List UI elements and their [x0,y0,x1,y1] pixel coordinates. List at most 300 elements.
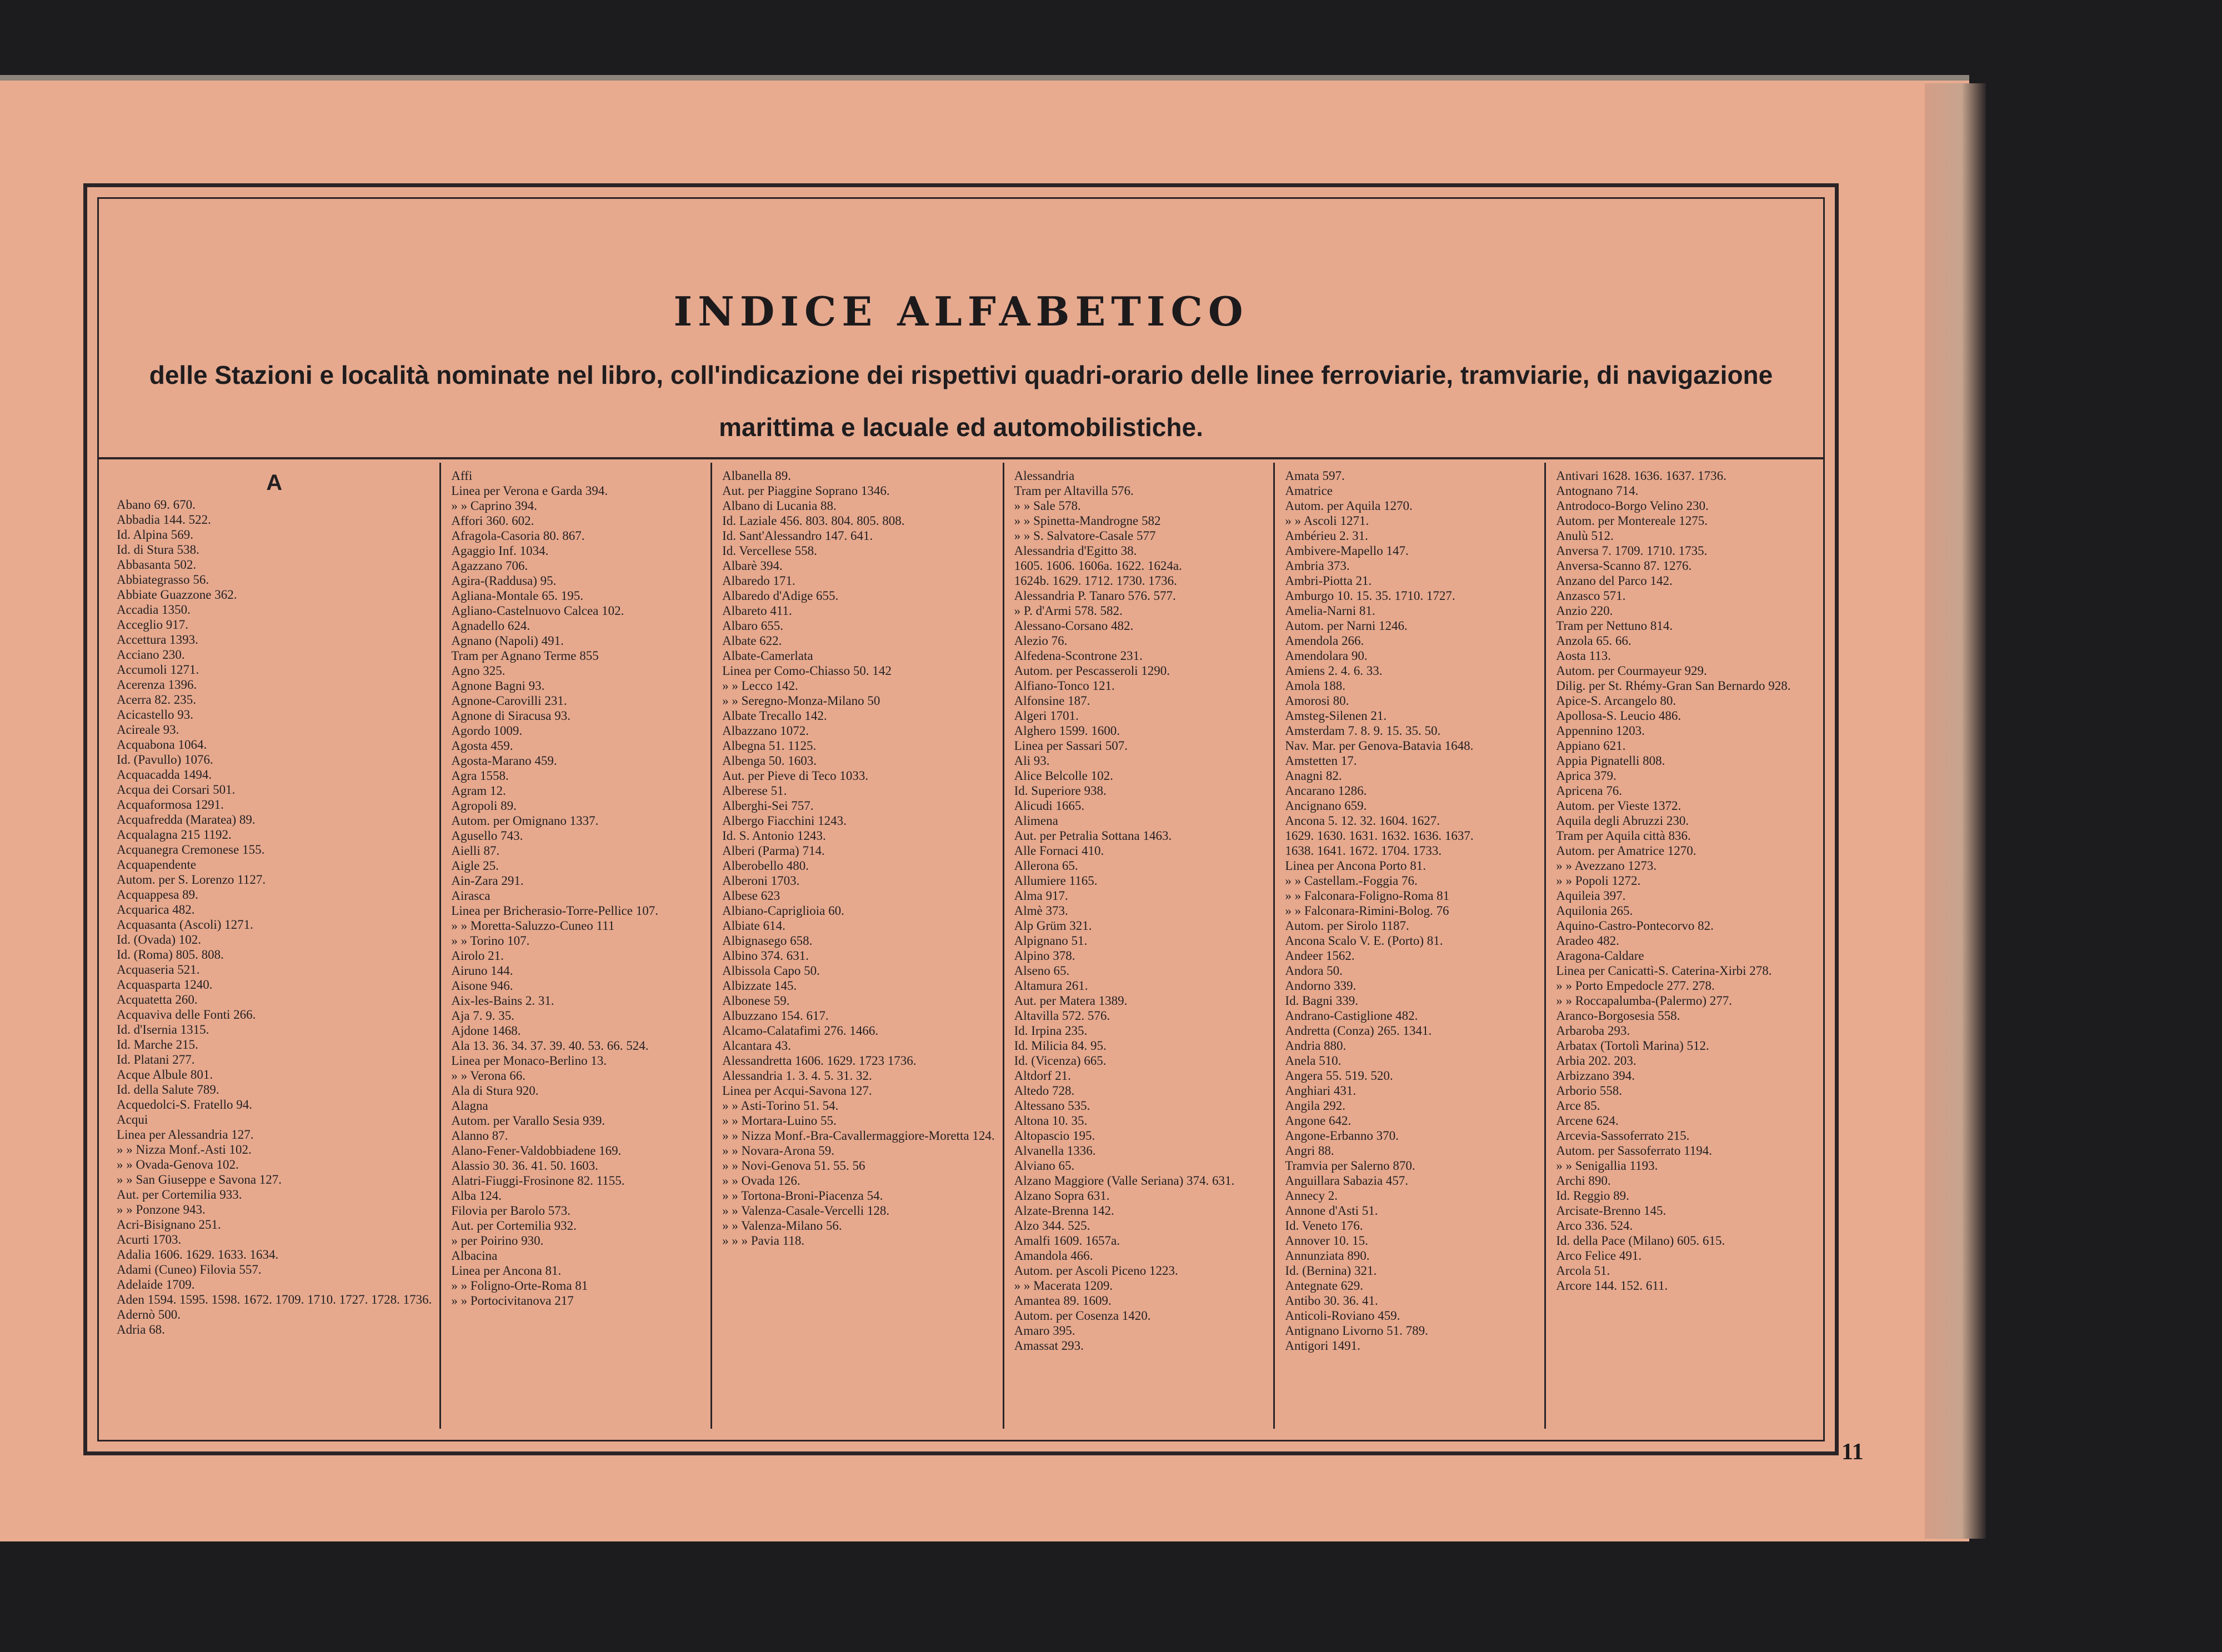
index-entry: Amandola 466. [1014,1249,1093,1263]
index-entry: » » Popoli 1272. [1556,874,1641,888]
index-entry: Antrodoco-Borgo Velino 230. [1556,499,1709,513]
index-entry: 1629. 1630. 1631. 1632. 1636. 1637. [1285,829,1474,843]
index-entry: » » Foligno-Orte-Roma 81 [451,1279,588,1293]
index-entry: Agosta 459. [451,739,513,753]
index-entry: Agliano-Castelnuovo Calcea 102. [451,604,624,618]
index-entry: Linea per Verona e Garda 394. [451,484,608,498]
index-entry: » » Ponzone 943. [117,1203,206,1217]
index-entry: Acqui [117,1113,148,1127]
index-entry: Amendola 266. [1285,634,1364,648]
index-entry: Anticoli-Roviano 459. [1285,1309,1400,1323]
index-entry: Aprica 379. [1556,769,1617,783]
index-entry: Appia Pignatelli 808. [1556,754,1665,768]
index-entry: Autom. per Cosenza 1420. [1014,1309,1151,1323]
index-entry: Abbadia 144. 522. [117,513,211,527]
index-entry: Accettura 1393. [117,633,198,647]
index-entry: Autom. per Sassoferrato 1194. [1556,1144,1713,1158]
index-entry: Albergo Fiacchini 1243. [722,814,847,828]
index-entry: Id. Marche 215. [117,1038,198,1052]
index-entry: » » Macerata 1209. [1014,1279,1113,1293]
index-entry: Alpino 378. [1014,949,1075,963]
index-entry: Adernò 500. [117,1308,181,1321]
index-entry: Tram per Altavilla 576. [1014,484,1134,498]
index-entry: Autom. per Omignano 1337. [451,814,599,828]
index-entry: Acqua dei Corsari 501. [117,783,236,797]
index-entry: Autom. per Montereale 1275. [1556,514,1708,528]
index-entry: Andora 50. [1285,964,1343,978]
index-columns [107,463,1815,1429]
index-entry: » » S. Salvatore-Casale 577 [1014,529,1156,543]
index-entry: Agosta-Marano 459. [451,754,557,768]
index-entry: Aja 7. 9. 35. [451,1009,515,1023]
index-entry: Amsteg-Silenen 21. [1285,709,1387,723]
index-entry: Acicastello 93. [117,708,193,722]
index-entry: Albino 374. 631. [722,949,809,963]
index-entry: Linea per Ancona 81. [451,1264,562,1278]
index-entry: » » Novi-Genova 51. 55. 56 [722,1159,865,1173]
index-entry: Tram per Aquila città 836. [1556,829,1691,843]
index-entry: Agnone-Carovilli 231. [451,694,567,708]
index-entry: Filovia per Barolo 573. [451,1204,570,1218]
index-entry: Apollosa-S. Leucio 486. [1556,709,1681,723]
index-entry: Id. (Pavullo) 1076. [117,753,213,767]
index-entry: Acurti 1703. [117,1233,182,1246]
index-entry: » » Moretta-Saluzzo-Cuneo 111 [451,919,615,933]
index-entry: Altona 10. 35. [1014,1114,1088,1128]
index-entry: Allerona 65. [1014,859,1078,873]
index-entry: Acquaseria 521. [117,963,200,977]
index-entry: Amata 597. [1285,469,1345,483]
index-entry: Adami (Cuneo) Filovia 557. [117,1263,262,1276]
index-entry: Id. Sant'Alessandro 147. 641. [722,529,873,543]
index-entry: Alfonsine 187. [1014,694,1090,708]
index-entry: Alghero 1599. 1600. [1014,724,1120,738]
index-entry: Dilig. per St. Rhémy-Gran San Bernardo 928. [1556,679,1791,693]
index-entry: Arbatax (Tortolì Marina) 512. [1556,1039,1709,1053]
index-entry: Acceglio 917. [117,618,189,632]
index-entry: Autom. per S. Lorenzo 1127. [117,873,266,887]
index-entry: » » Avezzano 1273. [1556,859,1657,873]
index-entry: Albareto 411. [722,604,792,618]
index-entry: Amendolara 90. [1285,649,1368,663]
index-entry: Alberi (Parma) 714. [722,844,825,858]
index-entry: Amola 188. [1285,679,1346,693]
index-entry: Aisone 946. [451,979,513,993]
index-entry: Albaro 655. [722,619,783,633]
index-entry: Autom. per Pescasseroli 1290. [1014,664,1170,678]
index-entry: Alessandria [1014,469,1075,483]
index-entry: » » Nizza Monf.-Asti 102. [117,1143,252,1157]
index-entry: Arcene 624. [1556,1114,1619,1128]
index-entry: Alzano Maggiore (Valle Seriana) 374. 631. [1014,1174,1235,1188]
index-entry: Ancona 5. 12. 32. 1604. 1627. [1285,814,1440,828]
index-entry: Adelaide 1709. [117,1278,195,1291]
index-entry: Id. Superiore 938. [1014,784,1107,798]
index-entry: Arbia 202. 203. [1556,1054,1637,1068]
index-entry: Altamura 261. [1014,979,1088,993]
index-entry: Arco 336. 524. [1556,1219,1633,1233]
index-entry: Ala 13. 36. 34. 37. 39. 40. 53. 66. 524. [451,1039,649,1053]
index-entry: » » Ovada-Genova 102. [117,1158,239,1172]
index-entry: Acquaviva delle Fonti 266. [117,1008,256,1022]
index-entry: Id. S. Antonio 1243. [722,829,826,843]
index-entry: » » Ascoli 1271. [1285,514,1369,528]
index-entry: Arbaroba 293. [1556,1024,1630,1038]
index-entry: Algeri 1701. [1014,709,1079,723]
index-entry: Acquabona 1064. [117,738,207,752]
index-entry: Albano di Lucania 88. [722,499,837,513]
index-entry: Acquaformosa 1291. [117,798,224,812]
index-entry: Alimena [1014,814,1058,828]
index-entry: Albarè 394. [722,559,783,573]
index-entry: Andria 880. [1285,1039,1347,1053]
index-entry: Acquafredda (Maratea) 89. [117,813,256,827]
index-entry: Aut. per Petralia Sottana 1463. [1014,829,1172,843]
index-entry: Albissola Capo 50. [722,964,820,978]
index-entry: » » Castellam.-Foggia 76. [1285,874,1418,888]
index-entry: Alfedena-Scontrone 231. [1014,649,1143,663]
index-entry: Alanno 87. [451,1129,508,1143]
index-entry: Aquilonia 265. [1556,904,1633,918]
section-letter: A [266,470,283,495]
index-entry: Afragola-Casoria 80. 867. [451,529,585,543]
index-entry: Angone-Erbanno 370. [1285,1129,1399,1143]
index-entry: Alcamo-Calatafimi 276. 1466. [722,1024,879,1038]
index-entry: Autom. per Vieste 1372. [1556,799,1681,813]
index-entry: Albonese 59. [722,994,790,1008]
index-entry: Anzio 220. [1556,604,1613,618]
index-entry: Antognano 714. [1556,484,1639,498]
index-entry: Autom. per Varallo Sesia 939. [451,1114,605,1128]
index-entry: Amantea 89. 1609. [1014,1294,1112,1308]
index-entry: Arco Felice 491. [1556,1249,1642,1263]
index-entry: Amassat 293. [1014,1339,1084,1353]
index-entry: Abbasanta 502. [117,558,197,572]
index-entry: Albazzano 1072. [722,724,809,738]
index-entry: Aden 1594. 1595. 1598. 1672. 1709. 1710. 1727. 1728. 1736. [117,1293,432,1306]
index-entry: » » San Giuseppe e Savona 127. [117,1173,282,1187]
index-entry: Antignano Livorno 51. 789. [1285,1324,1428,1338]
index-entry: Alberobello 480. [722,859,809,873]
index-entry: Aosta 113. [1556,649,1612,663]
index-entry: Altdorf 21. [1014,1069,1071,1083]
index-entry: Ambivere-Mapello 147. [1285,544,1409,558]
index-entry: Linea per Sassari 507. [1014,739,1128,753]
index-entry: Alice Belcolle 102. [1014,769,1113,783]
index-entry: Id. (Roma) 805. 808. [117,948,224,962]
index-entry: » » Senigallia 1193. [1556,1159,1658,1173]
index-entry: Amaro 395. [1014,1324,1075,1338]
index-entry: Arcisate-Brenno 145. [1556,1204,1666,1218]
index-entry: Id. della Salute 789. [117,1083,219,1097]
index-entry: Arcevia-Sassoferrato 215. [1556,1129,1690,1143]
index-entry: Ain-Zara 291. [451,874,524,888]
index-entry: Acerra 82. 235. [117,693,197,707]
index-entry: Amelia-Narni 81. [1285,604,1375,618]
index-entry: » » Portocivitanova 217 [451,1294,574,1308]
index-entry: » » Falconara-Foligno-Roma 81 [1285,889,1450,903]
index-entry: 1605. 1606. 1606a. 1622. 1624a. [1014,559,1182,573]
index-entry: Acquarica 482. [117,903,195,917]
index-entry: Anghiari 431. [1285,1084,1357,1098]
index-entry: Alba 124. [451,1189,502,1203]
index-entry: Autom. per Amatrice 1270. [1556,844,1696,858]
index-entry: Tramvia per Salerno 870. [1285,1159,1415,1173]
index-entry: Anzola 65. 66. [1556,634,1632,648]
index-entry: Antibo 30. 36. 41. [1285,1294,1378,1308]
index-entry: Amatrice [1285,484,1333,498]
index-entry: Id. Bagni 339. [1285,994,1359,1008]
index-entry: Accadia 1350. [117,603,191,617]
index-entry: Albizzate 145. [722,979,797,993]
index-entry: Amburgo 10. 15. 35. 1710. 1727. [1285,589,1455,603]
index-entry: Alle Fornaci 410. [1014,844,1104,858]
index-entry: Acquacadda 1494. [117,768,212,782]
index-entry: Aut. per Matera 1389. [1014,994,1128,1008]
index-entry: Ambria 373. [1285,559,1350,573]
index-entry: Appennino 1203. [1556,724,1645,738]
index-entry: Agram 12. [451,784,506,798]
index-entry: Autom. per Sirolo 1187. [1285,919,1409,933]
index-entry: Albese 623 [722,889,780,903]
index-entry: » » Seregno-Monza-Milano 50 [722,694,880,708]
index-entry: Alzo 344. 525. [1014,1219,1090,1233]
index-entry: Agliana-Montale 65. 195. [451,589,583,603]
index-entry: » » Ovada 126. [722,1174,800,1188]
index-entry: » » Falconara-Rimini-Bolog. 76 [1285,904,1449,918]
index-entry: Linea per Bricherasio-Torre-Pellice 107. [451,904,658,918]
index-entry: Affori 360. 602. [451,514,534,528]
index-entry: Alessandria P. Tanaro 576. 577. [1014,589,1176,603]
index-entry: Aix-les-Bains 2. 31. [451,994,554,1008]
index-entry: Alzano Sopra 631. [1014,1189,1110,1203]
index-entry: Albignasego 658. [722,934,813,948]
index-entry: Amstetten 17. [1285,754,1357,768]
index-entry: Anzasco 571. [1556,589,1626,603]
index-entry: Tram per Agnano Terme 855 [451,649,599,663]
index-entry: Angera 55. 519. 520. [1285,1069,1393,1083]
index-column-6 [1546,463,1815,1429]
index-entry: Agaggio Inf. 1034. [451,544,549,558]
index-entry: Albacina [451,1249,498,1263]
index-entry: Agno 325. [451,664,506,678]
index-entry: Anela 510. [1285,1054,1342,1068]
index-entry: Angila 292. [1285,1099,1346,1113]
index-entry: Id. Alpina 569. [117,528,193,542]
index-entry: Acquasparta 1240. [117,978,213,992]
index-entry: Acerenza 1396. [117,678,197,692]
index-entry: Ambérieu 2. 31. [1285,529,1368,543]
index-entry: Andrano-Castiglione 482. [1285,1009,1418,1023]
index-entry: Albanella 89. [722,469,792,483]
index-entry: Linea per Ancona Porto 81. [1285,859,1426,873]
index-entry: Anguillara Sabazia 457. [1285,1174,1409,1188]
index-entry: Almè 373. [1014,904,1068,918]
index-entry: Albiano-Capriglioia 60. [722,904,844,918]
index-entry: » » Verona 66. [451,1069,526,1083]
index-entry: Aut. per Piaggine Soprano 1346. [722,484,890,498]
index-entry: Id. Vercellese 558. [722,544,817,558]
index-entry: Agra 1558. [451,769,509,783]
index-entry: Apice-S. Arcangelo 80. [1556,694,1676,708]
index-entry: Altopascio 195. [1014,1129,1095,1143]
index-entry: Aquileia 397. [1556,889,1626,903]
index-entry: » » Novara-Arona 59. [722,1144,834,1158]
index-entry: Albenga 50. 1603. [722,754,817,768]
index-entry: Angone 642. [1285,1114,1352,1128]
index-entry: » » Roccapalumba-(Palermo) 277. [1556,994,1733,1008]
index-entry: Amorosi 80. [1285,694,1349,708]
index-entry: Anagni 82. [1285,769,1342,783]
index-entry: » » Valenza-Casale-Vercelli 128. [722,1204,890,1218]
index-entry: Agnone di Siracusa 93. [451,709,570,723]
index-entry: Albate Trecallo 142. [722,709,827,723]
index-entry: Adalia 1606. 1629. 1633. 1634. [117,1248,279,1261]
index-entry: Antegnate 629. [1285,1279,1363,1293]
index-entry: Alberese 51. [722,784,787,798]
index-entry: Anulù 512. [1556,529,1614,543]
header-rule [99,457,1823,459]
index-entry: Id. Irpina 235. [1014,1024,1088,1038]
index-entry: » » » Pavia 118. [722,1234,805,1248]
index-entry: Albuzzano 154. 617. [722,1009,829,1023]
index-entry: Id. d'Isernia 1315. [117,1023,209,1037]
index-entry: Ajdone 1468. [451,1024,521,1038]
index-entry: Ancignano 659. [1285,799,1367,813]
index-entry: Abbiategrasso 56. [117,573,209,587]
index-entry: Agnano (Napoli) 491. [451,634,564,648]
index-entry: Adria 68. [117,1323,165,1336]
index-entry: Linea per Canicattì-S. Caterina-Xirbi 278. [1556,964,1772,978]
index-entry: Autom. per Narni 1246. [1285,619,1408,633]
index-entry: Altessano 535. [1014,1099,1090,1113]
index-entry: Acireale 93. [117,723,179,737]
index-entry: Andeer 1562. [1285,949,1355,963]
index-entry: Alessandretta 1606. 1629. 1723 1736. [722,1054,917,1068]
index-entry: Annunziata 890. [1285,1249,1370,1263]
index-entry: Arcore 144. 152. 611. [1556,1279,1668,1293]
index-entry: » » Caprino 394. [451,499,537,513]
index-entry: » » Spinetta-Mandrogne 582 [1014,514,1161,528]
index-entry: Altedo 728. [1014,1084,1075,1098]
index-column-5 [1275,463,1546,1429]
page-title: INDICE ALFABETICO [673,288,1249,335]
index-entry: Ancarano 1286. [1285,784,1367,798]
index-entry: Arcola 51. [1556,1264,1610,1278]
index-entry: Anversa-Scanno 87. 1276. [1556,559,1692,573]
index-entry: Annover 10. 15. [1285,1234,1368,1248]
index-entry: Alcantara 43. [722,1039,792,1053]
index-entry: Aielli 87. [451,844,500,858]
index-entry: Albaredo 171. [722,574,795,588]
index-entry: Acquedolci-S. Fratello 94. [117,1098,253,1112]
index-entry: Aut. per Pieve di Teco 1033. [722,769,869,783]
index-entry: Aut. per Cortemilia 933. [117,1188,242,1202]
index-entry: » » Valenza-Milano 56. [722,1219,842,1233]
index-entry: Alviano 65. [1014,1159,1075,1173]
index-entry: Acqualagna 215 1192. [117,828,232,842]
index-entry: Id. (Ovada) 102. [117,933,202,947]
page-number: 11 [1841,1439,1864,1465]
page-subtitle: delle Stazioni e località nominate nel libro, coll'indicazione dei rispettivi quadri-orario delle linee ferroviarie, tramviarie, di navigazione marittima e lacuale ed automobilistiche. [149,361,1773,442]
index-entry: Alassio 30. 36. 41. 50. 1603. [451,1159,598,1173]
index-entry: Amiens 2. 4. 6. 33. [1285,664,1383,678]
index-entry: » » Asti-Torino 51. 54. [722,1099,839,1113]
index-entry: Airolo 21. [451,949,504,963]
index-entry: Albiate 614. [722,919,785,933]
index-entry: Abbiate Guazzone 362. [117,588,237,602]
index-entry: Airasca [451,889,491,903]
index-entry: Agropoli 89. [451,799,517,813]
index-entry: Id. (Bernina) 321. [1285,1264,1377,1278]
index-entry: Alezio 76. [1014,634,1068,648]
index-entry: Agira-(Raddusa) 95. [451,574,557,588]
index-frame [83,183,1839,1455]
index-entry: Id. (Vicenza) 665. [1014,1054,1107,1068]
index-entry: Acque Albule 801. [117,1068,213,1082]
index-column-1 [107,463,441,1429]
index-entry: Ala di Stura 920. [451,1084,539,1098]
index-entry: 1624b. 1629. 1712. 1730. 1736. [1014,574,1177,588]
index-entry: Anversa 7. 1709. 1710. 1735. [1556,544,1708,558]
index-entry: Alicudi 1665. [1014,799,1085,813]
index-entry: » » Porto Empedocle 277. 278. [1556,979,1715,993]
index-column-2 [441,463,712,1429]
index-entry: » » Nizza Monf.-Bra-Cavallermaggiore-Moretta 124. [722,1129,995,1143]
index-entry: Alpignano 51. [1014,934,1088,948]
index-entry: Alfiano-Tonco 121. [1014,679,1115,693]
index-entry: Linea per Alessandria 127. [117,1128,254,1142]
index-entry: Allumiere 1165. [1014,874,1098,888]
page-edge [1925,83,1986,1539]
index-entry: Affi [451,469,473,483]
index-entry: Albate-Camerlata [722,649,813,663]
index-entry: Albaredo d'Adige 655. [722,589,839,603]
index-entry: Antivari 1628. 1636. 1637. 1736. [1556,469,1726,483]
index-entry: Acquatetta 260. [117,993,198,1007]
index-entry: Appiano 621. [1556,739,1626,753]
index-entry: Acquapendente [117,858,197,872]
index-entry: Acri-Bisignano 251. [117,1218,221,1232]
index-entry: Agordo 1009. [451,724,523,738]
index-entry: Acquanegra Cremonese 155. [117,843,265,857]
index-entry: Id. della Pace (Milano) 605. 615. [1556,1234,1725,1248]
index-entry: Acquasanta (Ascoli) 1271. [117,918,253,932]
index-column-4 [1004,463,1275,1429]
index-entry: Alzate-Brenna 142. [1014,1204,1114,1218]
index-entry: Arborio 558. [1556,1084,1623,1098]
index-entry: Id. Laziale 456. 803. 804. 805. 808. [722,514,905,528]
index-column-3 [712,463,1004,1429]
index-entry: Linea per Acqui-Savona 127. [722,1084,872,1098]
index-entry: » per Poirino 930. [451,1234,544,1248]
index-entry: Angri 88. [1285,1144,1334,1158]
index-entry: Aut. per Cortemilia 932. [451,1219,577,1233]
index-entry: Archi 890. [1556,1174,1611,1188]
index-entry: Tram per Nettuno 814. [1556,619,1673,633]
index-entry: Alp Grüm 321. [1014,919,1092,933]
index-entry: Alberoni 1703. [722,874,800,888]
index-entry: Albegna 51. 1125. [722,739,817,753]
index-entry: Ancona Scalo V. E. (Porto) 81. [1285,934,1443,948]
index-entry: Linea per Como-Chiasso 50. 142 [722,664,892,678]
index-entry: Id. Platani 277. [117,1053,195,1067]
index-entry: Aquila degli Abruzzi 230. [1556,814,1689,828]
index-entry: Ali 93. [1014,754,1050,768]
index-entry: Altavilla 572. 576. [1014,1009,1110,1023]
index-entry: Id. Milicia 84. 95. [1014,1039,1107,1053]
index-entry: Id. Reggio 89. [1556,1189,1629,1203]
